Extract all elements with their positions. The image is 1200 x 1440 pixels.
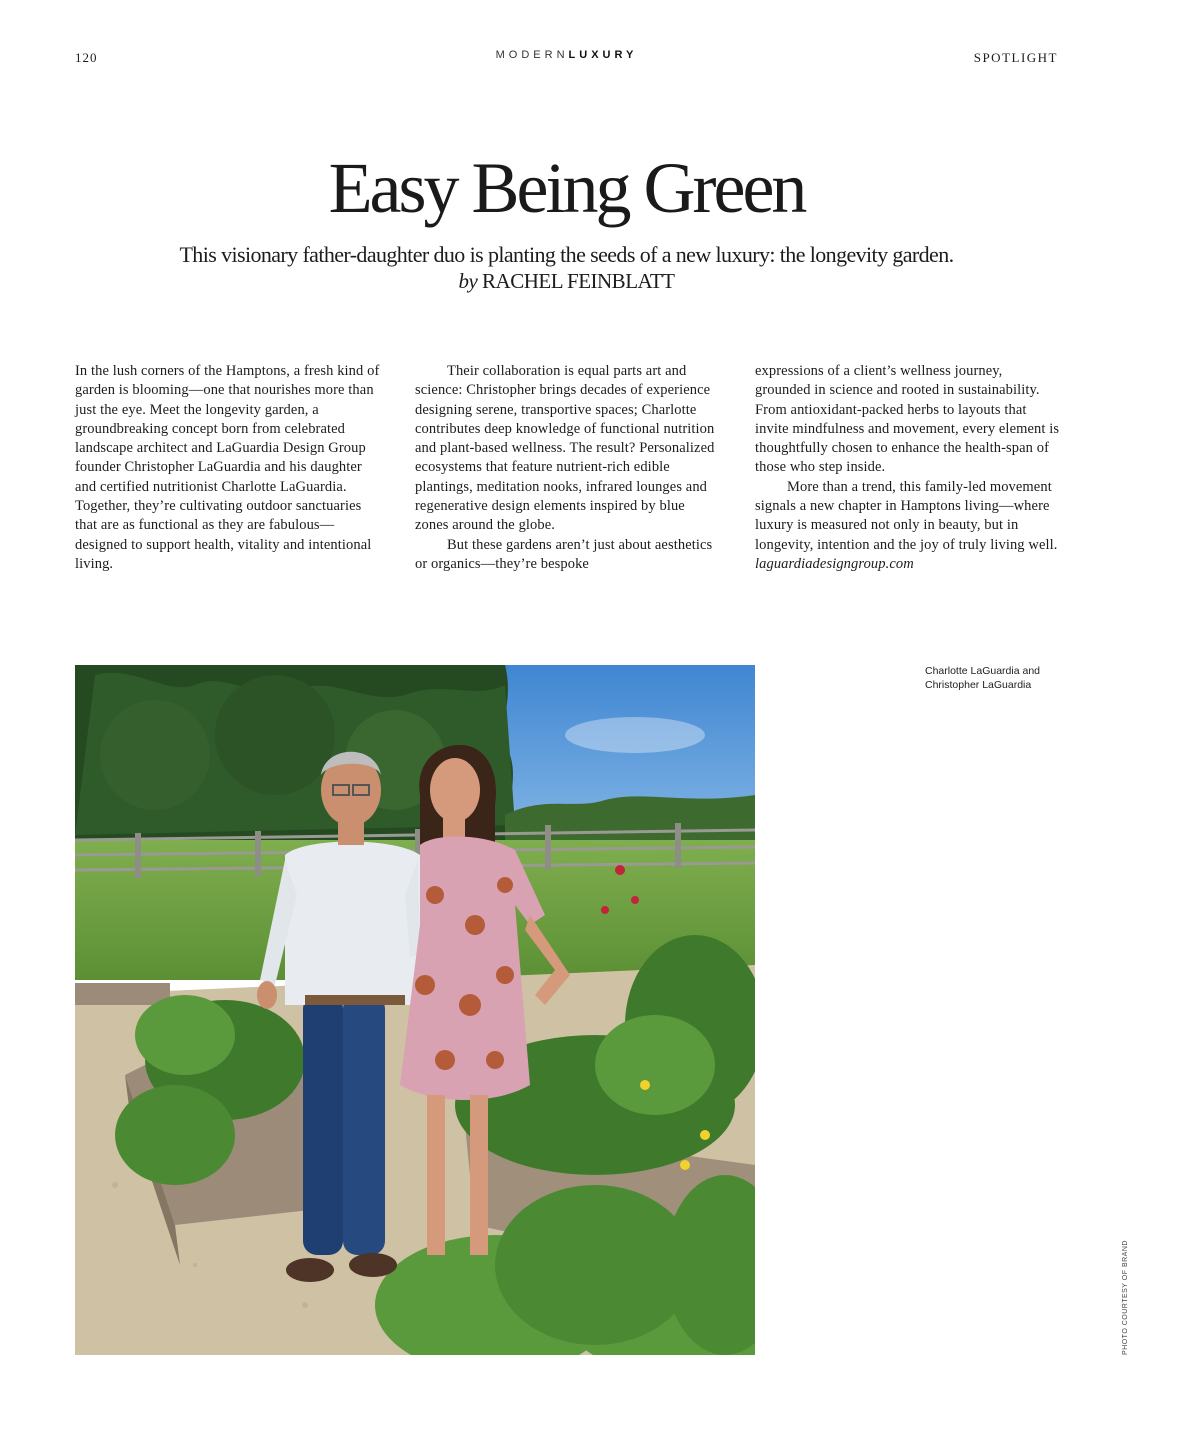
body-column-2 [415, 362, 720, 574]
page-number: 120 [75, 50, 98, 65]
photo-caption: Charlotte LaGuardia and Christopher LaGuardia [925, 665, 1040, 691]
article-photo [75, 665, 755, 1355]
body-paragraph: In the lush corners of the Hamptons, a fresh kind of garden is blooming—one that nourishes more than just the eye. Meet the longevity garden, a groundbreaking concept born from celebrated landscape architect and LaGuardia Design Group founder Christopher LaGuardia and his daughter and certified nutritionist Charlotte LaGuardia. Together, they’re cultivating outdoor sanctuaries that are as functional as they are fabulous—designed to support health, vitality and intentional living. [75, 363, 380, 572]
photo-credit: PHOTO COURTESY OF BRAND [1122, 1240, 1129, 1355]
masthead-logo [0, 49, 1133, 61]
body-column-1 [75, 362, 380, 574]
section-label: SPOTLIGHT [973, 50, 1058, 65]
masthead-logo-light: MODERN [495, 49, 569, 61]
masthead-logo-bold: LUXURY [568, 49, 638, 61]
article-dek: This visionary father-daughter duo is planting the seeds of a new luxury: the longevity garden. [179, 242, 954, 267]
article-byline [0, 268, 1133, 294]
body-paragraph: But these gardens aren’t just about aesthetics or organics—they’re bespoke [415, 536, 713, 572]
body-paragraph: More than a trend, this family-led movement signals a new chapter in Hamptons living—where luxury is measured not only in beauty, but in longevity, intention and the joy of truly living well. [755, 478, 1058, 553]
body-paragraph: expressions of a client’s wellness journey, grounded in science and rooted in sustainability. From antioxidant-packed herbs to layouts that invite mindfulness and movement, every element is thoughtfully chosen to enhance the health-span of those who step inside. [755, 363, 1060, 476]
website-link[interactable]: laguardiadesigngroup.com [755, 555, 914, 572]
body-paragraph: Their collaboration is equal parts art and science: Christopher brings decades of experience designing serene, transportive spaces; Charlotte contributes deep knowledge of functional nutrition and plant-based wellness. The result? Personalized ecosystems that feature nutrient-rich edible plantings, meditation nooks, infrared lounges and regenerative design elements inspired by blue zones around the globe. [415, 363, 715, 534]
byline-author: RACHEL FEINBLATT [482, 269, 675, 293]
article-headline: Easy Being Green [328, 148, 805, 228]
body-column-3 [755, 362, 1060, 574]
byline-prefix: by [458, 269, 478, 293]
article-body [75, 362, 1060, 574]
